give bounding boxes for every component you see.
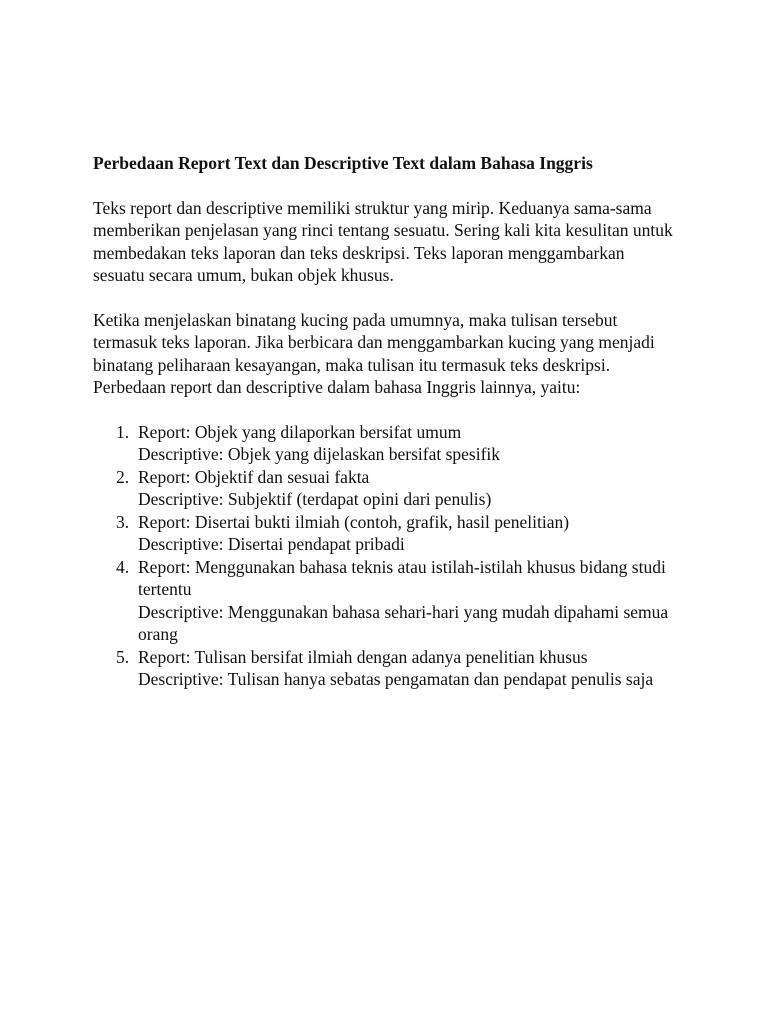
list-item-descriptive: Descriptive: Menggunakan bahasa sehari-hari yang mudah dipahami semua orang — [138, 601, 669, 644]
differences-list — [93, 421, 673, 691]
list-item — [93, 421, 673, 466]
paragraph-example: Ketika menjelaskan binatang kucing pada umumnya, maka tulisan tersebut termasuk teks laporan. Jika berbicara dan menggambarkan kucing yang menjadi binatang peliharaan kesayangan, maka tulisan itu termasuk teks deskripsi. Perbedaan report dan descriptive dalam bahasa Inggris lainnya, yaitu: — [93, 309, 655, 397]
list-item-descriptive: Descriptive: Objek yang dijelaskan bersifat spesifik — [138, 444, 501, 464]
document-title: Perbedaan Report Text dan Descriptive Text dalam Bahasa Inggris — [93, 153, 593, 173]
list-item-number: 4. — [116, 556, 130, 577]
paragraph-intro: Teks report dan descriptive memiliki struktur yang mirip. Keduanya sama-sama memberikan penjelasan yang rinci tentang sesuatu. Sering kali kita kesulitan untuk membedakan teks laporan dan teks deskripsi. Teks laporan menggambarkan sesuatu secara umum, bukan objek khusus. — [93, 197, 673, 285]
list-item-descriptive: Descriptive: Disertai pendapat pribadi — [138, 534, 405, 554]
list-item-report: Report: Disertai bukti ilmiah (contoh, grafik, hasil penelitian) — [138, 511, 570, 532]
document-page — [93, 152, 673, 691]
list-item-report: Report: Objek yang dilaporkan bersifat umum — [138, 421, 462, 442]
list-item — [93, 556, 673, 646]
list-item-report: Report: Objektif dan sesuai fakta — [138, 466, 370, 487]
list-item-descriptive: Descriptive: Tulisan hanya sebatas pengamatan dan pendapat penulis saja — [138, 669, 654, 689]
list-item — [93, 646, 673, 691]
list-item-number: 1. — [116, 421, 130, 442]
list-item-number: 5. — [116, 646, 130, 667]
list-item-number: 2. — [116, 466, 130, 487]
list-item-report: Report: Menggunakan bahasa teknis atau istilah-istilah khusus bidang studi tertentu — [138, 556, 666, 599]
list-item-number: 3. — [116, 511, 130, 532]
list-item-report: Report: Tulisan bersifat ilmiah dengan adanya penelitian khusus — [138, 646, 588, 667]
list-item — [93, 466, 673, 511]
list-item-descriptive: Descriptive: Subjektif (terdapat opini dari penulis) — [138, 489, 492, 509]
list-item — [93, 511, 673, 556]
